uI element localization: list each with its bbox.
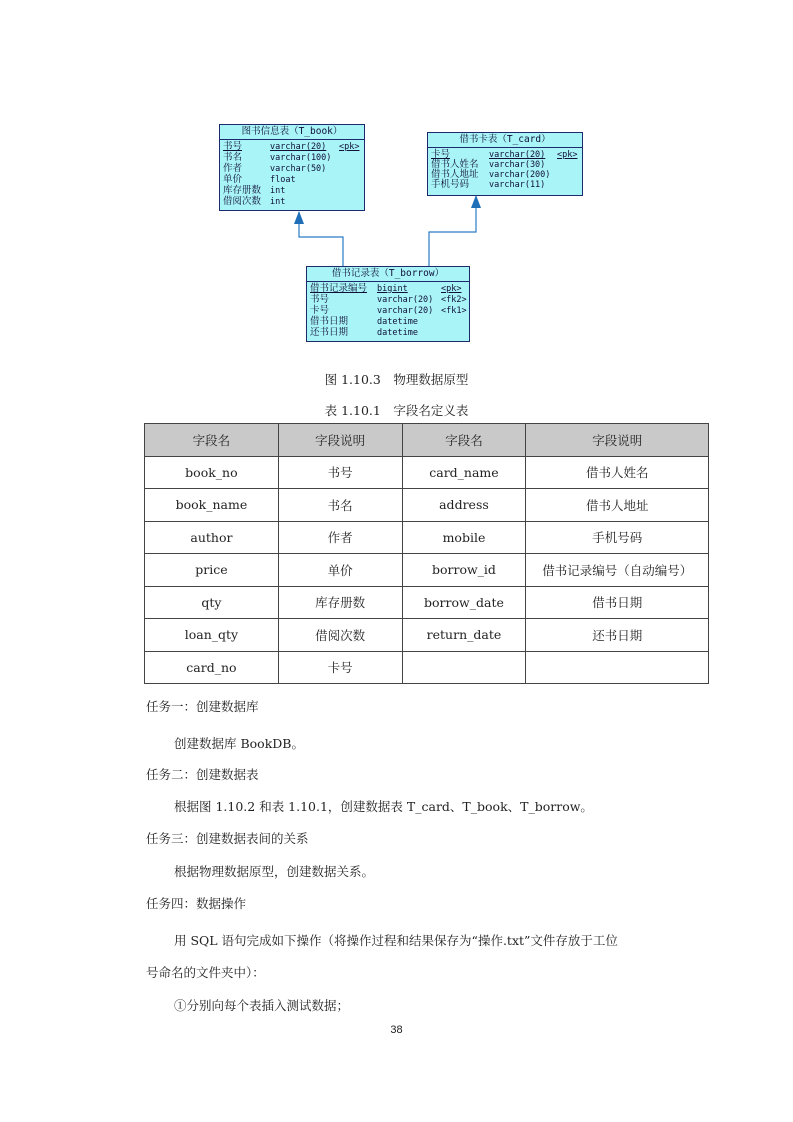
field-type: varchar(20) <box>270 142 327 152</box>
entity-title: 图书信息表（T_book） <box>220 125 364 140</box>
field-type: varchar(50) <box>270 164 327 174</box>
relationship-connectors <box>0 0 793 300</box>
table-row <box>145 489 709 522</box>
field-key: <fk2> <box>441 295 467 305</box>
table-row <box>145 619 709 652</box>
table-cell: 借书人地址 <box>526 489 709 522</box>
field-key: <pk> <box>339 142 360 152</box>
table-cell: price <box>145 554 279 587</box>
field-type: varchar(30) <box>489 160 546 170</box>
table-cell: 借阅次数 <box>278 619 402 652</box>
task-one-text: 创建数据库 BookDB。 <box>174 736 304 751</box>
field-type: varchar(11) <box>489 180 546 190</box>
field-name: 单价 <box>223 174 243 185</box>
field-key: <pk> <box>557 150 578 160</box>
table-cell: qty <box>145 586 279 619</box>
table-cell: 手机号码 <box>526 521 709 554</box>
table-cell: card_no <box>145 651 279 684</box>
table-caption: 表 1.10.1 字段名定义表 <box>324 403 469 418</box>
table-row <box>145 521 709 554</box>
table-cell: 卡号 <box>278 651 402 684</box>
field-type: varchar(20) <box>377 306 434 316</box>
task-three-heading: 任务三：创建数据表间的关系 <box>146 831 309 846</box>
table-cell: 借书人姓名 <box>526 456 709 489</box>
table-cell: author <box>145 521 279 554</box>
table-cell: return_date <box>402 619 526 652</box>
task-four-item-1: ①分别向每个表插入测试数据； <box>174 998 350 1013</box>
table-cell: 作者 <box>278 521 402 554</box>
field-type: int <box>270 197 286 207</box>
field-name: 书名 <box>223 152 243 163</box>
field-name: 手机号码 <box>431 179 470 190</box>
table-cell: borrow_id <box>402 554 526 587</box>
field-name: 借书人地址 <box>431 169 479 180</box>
table-cell <box>526 651 709 684</box>
table-cell: 单价 <box>278 554 402 587</box>
table-cell: book_no <box>145 456 279 489</box>
field-type: datetime <box>377 317 418 327</box>
table-cell <box>402 651 526 684</box>
table-cell: loan_qty <box>145 619 279 652</box>
table-cell: 借书记录编号（自动编号） <box>526 554 709 587</box>
table-row <box>145 456 709 489</box>
figure-caption: 图 1.10.3 物理数据原型 <box>324 372 469 387</box>
field-name: 书号 <box>310 294 330 305</box>
table-cell: book_name <box>145 489 279 522</box>
borrow-to-card-connector <box>429 196 476 266</box>
field-type: int <box>270 186 286 196</box>
task-two-text: 根据图 1.10.2 和表 1.10.1，创建数据表 T_card、T_book、T_borrow。 <box>174 799 593 814</box>
table-cell: 借书日期 <box>526 586 709 619</box>
task-three-text: 根据物理数据原型，创建数据关系。 <box>174 864 375 879</box>
field-type: varchar(100) <box>270 153 332 163</box>
field-name: 书号 <box>223 141 243 152</box>
field-type: bigint <box>377 284 408 294</box>
task-four-text-line2: 号命名的文件夹中）： <box>146 965 265 980</box>
table-row <box>145 586 709 619</box>
header-cell: 字段名 <box>145 424 279 457</box>
field-type: datetime <box>377 328 418 338</box>
field-name: 库存册数 <box>223 185 262 196</box>
field-name: 还书日期 <box>310 327 349 338</box>
field-name: 借书人姓名 <box>431 159 479 170</box>
table-cell: card_name <box>402 456 526 489</box>
entity-title: 借书卡表（T_card） <box>428 133 582 148</box>
entity-t-borrow <box>306 266 470 342</box>
table-cell: 书号 <box>278 456 402 489</box>
field-name: 卡号 <box>431 149 451 160</box>
entity-title: 借书记录表（T_borrow） <box>307 267 469 282</box>
header-cell: 字段说明 <box>526 424 709 457</box>
header-cell: 字段名 <box>402 424 526 457</box>
table-cell: 书名 <box>278 489 402 522</box>
page-number: 38 <box>390 1024 403 1036</box>
field-name: 作者 <box>223 163 243 174</box>
table-cell: 库存册数 <box>278 586 402 619</box>
field-type: varchar(20) <box>489 150 546 160</box>
table-cell: mobile <box>402 521 526 554</box>
field-name: 借阅次数 <box>223 196 262 207</box>
field-key: <fk1> <box>441 306 467 316</box>
field-name: 借书记录编号 <box>310 283 368 294</box>
task-four-heading: 任务四：数据操作 <box>146 896 247 911</box>
table-cell: borrow_date <box>402 586 526 619</box>
field-key: <pk> <box>441 284 462 294</box>
table-header-row <box>145 424 709 457</box>
field-type: varchar(200) <box>489 170 551 180</box>
entity-t-card <box>427 132 583 196</box>
card-arrowhead <box>471 195 481 208</box>
field-type: float <box>270 175 296 185</box>
book-arrowhead <box>294 211 304 224</box>
table-row <box>145 651 709 684</box>
task-four-text-line1: 用 SQL 语句完成如下操作（将操作过程和结果保存为“操作.txt”文件存放于工位 <box>174 933 618 948</box>
table-cell: address <box>402 489 526 522</box>
field-definition-table <box>144 423 709 684</box>
table-cell: 还书日期 <box>526 619 709 652</box>
task-one-heading: 任务一：创建数据库 <box>146 699 259 714</box>
field-name: 借书日期 <box>310 316 349 327</box>
field-name: 卡号 <box>310 305 330 316</box>
entity-t-book <box>219 124 365 211</box>
header-cell: 字段说明 <box>278 424 402 457</box>
borrow-to-book-connector <box>299 212 343 266</box>
table-row <box>145 554 709 587</box>
task-two-heading: 任务二：创建数据表 <box>146 767 259 782</box>
field-type: varchar(20) <box>377 295 434 305</box>
